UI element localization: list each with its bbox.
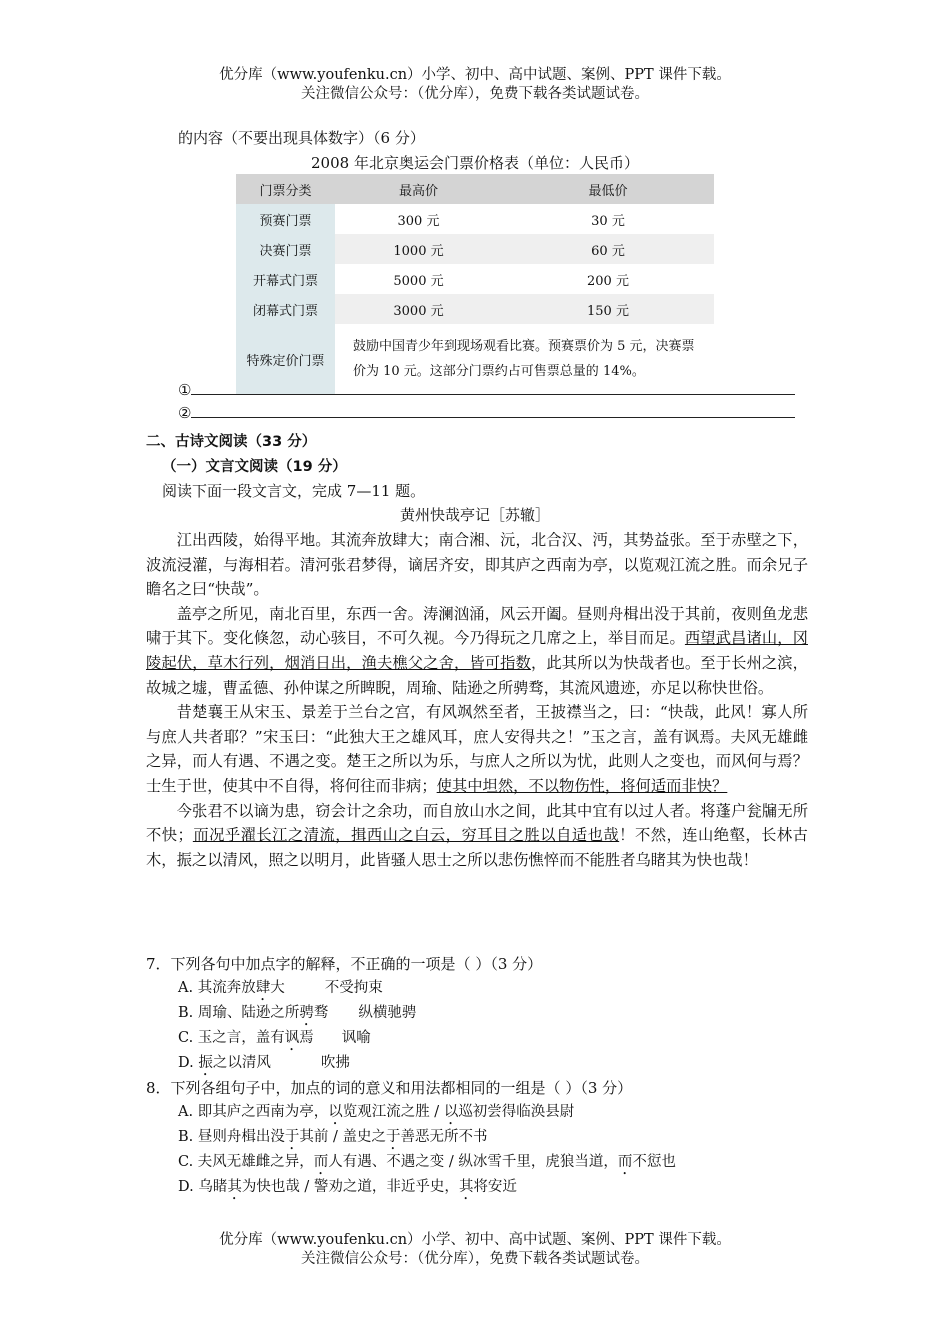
option-text: 巡初尝得临涣县尉 — [458, 1104, 575, 1120]
option-text: 人有遇、不遇之变 / 纵冰雪千里，虎狼当道， — [328, 1154, 618, 1170]
q8-option-d[interactable] — [178, 1175, 517, 1203]
row-category: 决赛门票 — [236, 234, 335, 264]
answer-blank-1[interactable] — [178, 381, 795, 399]
dotted-char: 于 — [385, 1129, 401, 1145]
passage-text: ，此其所以为快哉者也。至于长州之滨，故城之墟，曹孟德、孙仲谋之所睥睨，周瑜、陆逊之所骋骛，其流风遗迹，亦足以称快世俗。 — [146, 653, 808, 697]
header-ad-line1: 优分库（www.youfenku.cn）小学、初中、高中试题、案例、PPT 课件下载。 — [219, 67, 731, 83]
option-text: A. 其流奔放 — [178, 980, 256, 996]
row-max: 1000 元 — [335, 234, 502, 264]
row-category: 预赛门票 — [236, 204, 335, 234]
passage-paragraph — [146, 700, 808, 798]
reading-instruction: 阅读下面一段文言文，完成 7—11 题。 — [162, 482, 426, 500]
table-row — [236, 204, 714, 234]
header-min-price: 最低价 — [502, 174, 714, 204]
q8-option-a[interactable] — [178, 1100, 574, 1128]
passage-text: 今张君不以谪为患，窃会计之余功，而自放山水之间，此其中宜有以过人者。将蓬户瓮牖无所不快； — [146, 801, 808, 845]
table-row — [236, 264, 714, 294]
footer-ad-line2: 关注微信公众号：（优分库），免费下载各类试题试卷。 — [301, 1251, 649, 1267]
passage-text: 昔楚襄王从宋玉、景差于兰台之宫，有风飒然至者，王披襟当之，曰：“快哉，此风！寡人所与庶人共者耶？”宋玉曰：“此独大王之雄风耳，庶人安得共之！”玉之言，盖有讽焉。夫风无雄雌之异，而人有遇、不遇之变。楚王之所以为乐，与庶人之所以为忧，此则人之变也，而风何与焉？士生于世，使其中不自得，将何往而非病； — [146, 703, 808, 795]
option-text: 骛 — [313, 1005, 329, 1021]
option-text: 善恶无所不书 — [400, 1129, 488, 1145]
row-category: 开幕式门票 — [236, 264, 335, 294]
option-text: 览观江流之胜 / — [342, 1104, 444, 1120]
table-title: 2008 年北京奥运会门票价格表（单位：人民币） — [311, 154, 639, 172]
table-row — [236, 234, 714, 264]
row-category: 闭幕式门票 — [236, 294, 335, 324]
option-text: 大 — [270, 980, 285, 996]
dotted-char: 其 — [458, 1179, 474, 1195]
dotted-char: 于 — [284, 1129, 300, 1145]
row-min: 30 元 — [591, 213, 625, 229]
special-ticket-note: 鼓励中国青少年到现场观看比赛。预赛票价为 5 元，决赛票价为 10 元。这部分门票约占可售票总量的 14%。 — [353, 339, 695, 379]
row-category: 特殊定价门票 — [236, 324, 335, 394]
dotted-char: 以 — [328, 1104, 343, 1120]
ticket-price-table — [236, 174, 714, 394]
q8-option-c[interactable] — [178, 1150, 676, 1178]
row-min: 60 元 — [502, 234, 714, 264]
row-max: 5000 元 — [393, 273, 444, 289]
option-text: 之以清风 — [212, 1055, 271, 1071]
classical-passage — [146, 528, 808, 872]
option-text: C. 夫风无雄雌之异， — [178, 1154, 314, 1170]
section-title: 二、古诗文阅读（33 分） — [146, 434, 317, 450]
footer-ad-line1: 优分库（www.youfenku.cn）小学、初中、高中试题、案例、PPT 课件下载。 — [219, 1232, 731, 1248]
option-meaning: 不受拘束 — [324, 980, 383, 996]
header-category: 门票分类 — [236, 174, 335, 204]
q8-option-b[interactable] — [178, 1125, 487, 1153]
option-text: B. 昼则舟楫出没 — [178, 1129, 285, 1145]
q7-option-a[interactable] — [178, 976, 383, 1004]
blank-marker: ② — [178, 404, 192, 422]
row-min: 150 元 — [502, 294, 714, 324]
passage-text: ！不然，连山绝壑，长林古木，振之以清风，照之以明月，此皆骚人思士之所以悲伤憔悴而不能胜者乌睹其为快也哉！ — [146, 826, 808, 869]
option-text: B. 周瑜、陆逊之所 — [178, 1005, 300, 1021]
option-text: A. 即其庐之西南为亭， — [178, 1104, 329, 1120]
underlined-sentence: 而况乎濯长江之清流，揖西山之白云，穷耳目之胜以自适也哉 — [192, 826, 620, 845]
q7-option-b[interactable] — [178, 1001, 416, 1029]
option-text: D. — [178, 1055, 199, 1071]
blank-marker: ① — [178, 381, 192, 399]
dotted-char: 讽 — [284, 1030, 300, 1046]
subsection-title: （一）文言文阅读（19 分） — [162, 459, 347, 475]
option-text: D. 乌睹 — [178, 1179, 228, 1195]
row-min: 200 元 — [587, 273, 629, 289]
underlined-sentence: 西望武昌诸山，冈陵起伏，草木行列，烟消日出，渔夫樵父之舍，皆可指数 — [146, 629, 808, 672]
question-intro-line: 的内容（不要出现具体数字）（6 分） — [178, 129, 425, 147]
row-max: 300 元 — [397, 213, 440, 229]
essay-title: 黄州快哉亭记［苏辙］ — [399, 506, 550, 524]
question-8-stem: 8．下列各组句子中，加点的词的意义和用法都相同的一组是（ ）（3 分） — [146, 1079, 633, 1097]
q7-option-c[interactable] — [178, 1026, 371, 1054]
table-row — [236, 294, 714, 324]
option-meaning: 吹拂 — [320, 1055, 350, 1071]
dotted-char: 振 — [198, 1055, 213, 1071]
header-max-price: 最高价 — [335, 174, 502, 204]
row-max: 3000 元 — [335, 294, 502, 324]
passage-paragraph — [146, 799, 808, 873]
header-ad-line2: 关注微信公众号：（优分库），免费下载各类试题试卷。 — [301, 86, 649, 102]
option-meaning: 讽喻 — [341, 1030, 371, 1046]
option-text: 为快也哉 / 警劝之道，非近乎史， — [241, 1179, 459, 1195]
option-text: 不愆也 — [632, 1154, 676, 1170]
table-header-row — [236, 174, 714, 204]
dotted-char: 以 — [443, 1104, 459, 1120]
passage-paragraph — [146, 602, 808, 700]
dotted-char: 骋 — [299, 1005, 314, 1021]
dotted-char: 而 — [313, 1154, 329, 1170]
passage-paragraph: 江出西陵，始得平地。其流奔放肆大；南合湘、沅，北合汉、沔，其势益张。至于赤壁之下，波流浸灌，与海相若。清河张君梦得，谪居齐安，即其庐之西南为亭，以览观江流之胜。而余兄子瞻名之曰“快哉”。 — [146, 531, 808, 599]
q7-option-d[interactable] — [178, 1051, 350, 1079]
dotted-char: 而 — [617, 1154, 633, 1170]
dotted-char: 肆 — [255, 980, 271, 996]
option-meaning: 纵横驰骋 — [358, 1005, 417, 1021]
passage-text: 盖亭之所见，南北百里，东西一舍。涛澜汹涌，风云开阖。昼则舟楫出没于其前，夜则鱼龙悲啸于其下。变化倏忽，动心骇目，不可久视。今乃得玩之几席之上，举目而足。 — [146, 604, 808, 648]
option-text: 将安近 — [473, 1179, 517, 1195]
question-7-stem: 7．下列各句中加点字的解释，不正确的一项是（ ）（3 分） — [146, 955, 543, 973]
option-text: 其前 / 盖史之 — [299, 1129, 386, 1145]
option-text: C. 玉之言，盖有 — [178, 1030, 285, 1046]
answer-blank-2[interactable] — [178, 404, 795, 422]
dotted-char: 其 — [227, 1179, 242, 1195]
option-text: 焉 — [299, 1030, 314, 1046]
underlined-sentence: 使其中坦然，不以物伤性，将何适而非快？ — [436, 776, 728, 795]
